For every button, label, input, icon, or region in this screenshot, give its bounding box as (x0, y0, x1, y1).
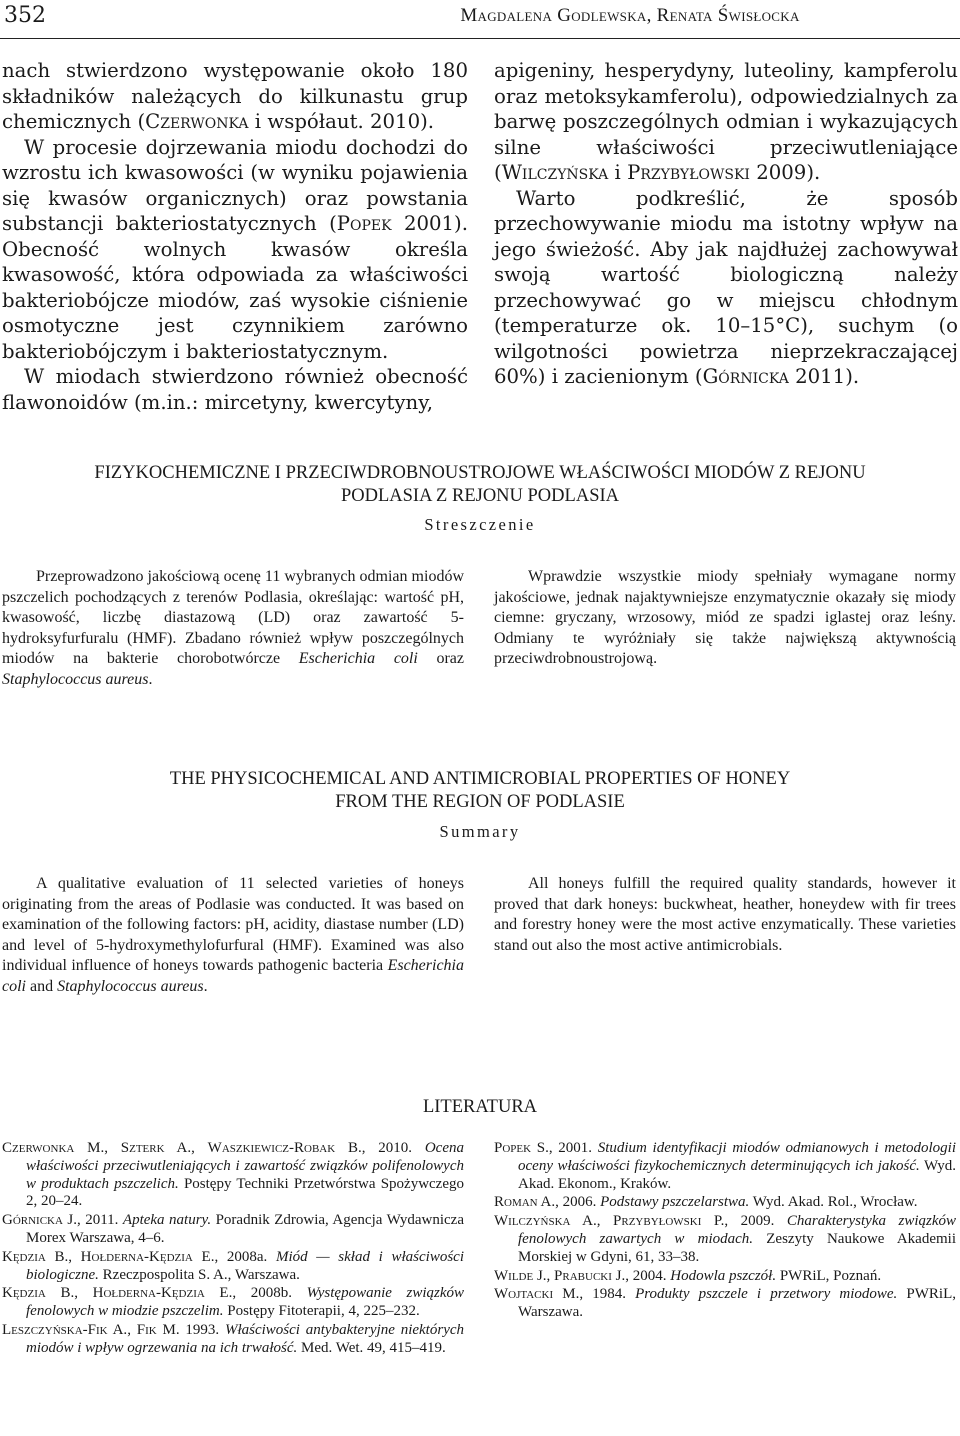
text-run: 1993. (179, 1321, 225, 1338)
author-name: Waszkiewicz-Robak B. (207, 1140, 362, 1156)
references-left-column (2, 1140, 464, 1359)
italic-run: Escherichia coli (2, 957, 464, 995)
text-run: , 2010. (361, 1140, 425, 1156)
author-name: Popek (336, 212, 392, 235)
literatura-title: LITERATURA (422, 1097, 538, 1117)
text-run: A qualitative evaluation of 11 selected varieties of honeys originating from the areas of Podlasie was conducted. It was based on examination of the following factors: pH, acidity, diastase number (LD) and level of 5-hydroxymethylofurfural (HMF). Examined was also individual influence of honeys towards pathogenic bacteria (2, 875, 464, 975)
text-run: , (104, 1140, 121, 1156)
italic-run: Staphylococcus aureus (2, 670, 149, 688)
author-name: Wojtacki M. (494, 1286, 580, 1303)
text-run: Med. Wet. 49, 415–419. (297, 1339, 446, 1356)
text-run: W miodach stwierdzono również obecność flawonoidów (m.in.: mircetyny, kwercytyny, (2, 365, 468, 414)
text-run: Wyd. Akad. Ekonom., Kraków. (518, 1157, 956, 1192)
text-run: All honeys fulfill the required quality standards, however it proved that dark honeys: buckwheat, heather, honeydew with fir trees and forestry honey were the most active enzymatically. These varieties stand out also the most active antimicrobials. (494, 875, 956, 954)
reference-entry (2, 1285, 464, 1321)
italic-run: Charakterystyka związków fenolowych zawartych w miodach. (518, 1213, 957, 1247)
text-run: , (68, 1248, 81, 1265)
summary-title (0, 768, 960, 814)
text-run: , (596, 1213, 614, 1230)
text-run: , 2009. (724, 1213, 787, 1230)
text-run: PWRiL, Poznań. (776, 1267, 882, 1284)
streszczenie-title-line2: PODLASIA Z REJONU PODLASIA (340, 486, 620, 506)
text-run: Postępy Fitoterapii, 4, 225–232. (223, 1303, 420, 1320)
reference-entry (494, 1140, 956, 1193)
text-run: , 2011. (77, 1212, 123, 1229)
italic-run: Miód — skład i właściwości biologiczne. (26, 1248, 464, 1283)
text-run: 2011). (788, 365, 860, 388)
references-right-column (494, 1140, 956, 1323)
header-rule (0, 38, 960, 39)
text-run: Przeprowadzono jakościową ocenę 11 wybranych odmian miodów pszczelich pochodzących z terenów Podlasia, określając: wartość pH, kwasowość, liczbę diastazową (LD) oraz zawartość 5-hydroksyfurfuralu (HMF). Zbadano również wpływ poszczególnych miodów na bakterie chorobotwórcze (2, 568, 464, 668)
italic-run: Hodowla pszczół. (670, 1267, 777, 1284)
author-name: Czerwonka (145, 110, 249, 133)
abstract-paragraph (2, 567, 464, 691)
text-run: 2009). (749, 161, 821, 184)
text-run: oraz (417, 650, 465, 668)
text-run: i (608, 161, 628, 184)
streszczenie-title (0, 462, 960, 508)
italic-run: Staphylococcus aureus (57, 977, 204, 995)
author-name: Czerwonka M. (2, 1140, 105, 1156)
italic-run: Podstawy pszczelarstwa. (600, 1194, 750, 1211)
author-name: Szterk A. (120, 1140, 192, 1156)
reference-entry (2, 1249, 464, 1285)
text-run: , 2001. (548, 1140, 598, 1156)
text-run: Wprawdzie wszystkie miody spełniały wymagane normy jakościowe, jednak najaktywniejsze enzymatycznie okazały się miody ciemne: gryczany, wrzosowy, miód ze spadzi iglastej oraz leśny. Odmiany te wyróżniały się także największą aktywnością przeciwdrobnoustrojową. (494, 568, 956, 668)
running-head: Magdalena Godlewska, Renata Świsłocka (460, 5, 800, 26)
text-run: , 2008a. (214, 1248, 276, 1265)
reference-entry (494, 1286, 956, 1322)
author-name: Przybyłowski (627, 161, 750, 184)
streszczenie-title-line1: FIZYKOCHEMICZNE I PRZECIWDROBNOUSTROJOWE WŁAŚCIWOŚCI MIODÓW Z REJONU (94, 463, 866, 483)
page-number: 352 (4, 3, 46, 28)
italic-run: Występowanie związków fenolowych w miodzie pszczelim. (26, 1285, 465, 1320)
reference-entry (494, 1194, 956, 1212)
reference-entry (494, 1213, 956, 1266)
text-run: , 2008b. (232, 1285, 307, 1302)
abstract-paragraph (494, 874, 956, 956)
text-run: , 2006. (555, 1194, 601, 1211)
italic-run: Studium identyfikacji miodów odmianowych i metodologii oceny właściwości fizykochemicznych determinujących ich jakość. (518, 1140, 956, 1174)
reference-entry (2, 1212, 464, 1248)
text-run: i współaut. 2010). (248, 110, 435, 133)
text-run: , (74, 1285, 93, 1302)
summary-label: Summary (439, 822, 521, 841)
text-run: . (148, 670, 153, 688)
text-run: . (203, 977, 208, 995)
text-run: , (191, 1140, 208, 1156)
text-run: Zeszyty Naukowe Akademii Morskiej w Gdyni, 61, 33–38. (518, 1230, 956, 1265)
body-paragraph (2, 135, 468, 365)
text-run: Poradnik Zdrowia, Agencja Wydawnicza Morex Warszawa, 4–6. (26, 1212, 464, 1246)
author-name: Roman A. (494, 1194, 556, 1211)
abstract-paragraph (2, 874, 464, 998)
text-run: Warto podkreślić, że sposób przechowywanie miodu ma istotny wpływ na jego świeżość. Aby jak najdłużej zachowywał swoją wartość biologiczną należy przechowywać go w miejscu chłodnym (temperaturze ok. 10–15°C), suchym (o wilgotności powietrza nieprzekraczającej 60%) i zacienionym ( (494, 186, 958, 388)
summary-title-line1: THE PHYSICOCHEMICAL AND ANTIMICROBIAL PROPERTIES OF HONEY (169, 769, 791, 789)
text-run: , (546, 1267, 555, 1284)
italic-run: Escherichia coli (298, 650, 418, 668)
author-name: Wilczyńska A. (494, 1213, 597, 1230)
author-name: Hołderna-Kędzia E. (92, 1285, 233, 1302)
body-paragraph (2, 364, 468, 415)
text-run: 2001). Obecność wolnych kwasów określa kwasowość, która odpowiada za właściwości bakteriobójcze miodów, zaś wysokie ciśnienie osmotyczne jest czynnikiem zarówno bakteriobójczym i bakteriostatycznym. (2, 212, 468, 363)
summary-right-column (494, 874, 956, 956)
body-paragraph (2, 58, 468, 135)
text-run: , 1984. (579, 1286, 636, 1303)
text-run: apigeniny, hesperydyny, luteoliny, kampferolu oraz metoksykamferolu), odpowiedzialnych za barwę poszczególnych odmian i wykazujących silne właściwości przeciwutleniające ( (494, 59, 958, 184)
text-run: W procesie dojrzewania miodu dochodzi do wzrostu ich kwasowości (w wyniku pojawienia się kwasów organicznych) oraz powstania substancji bakteriostatycznych ( (2, 135, 468, 235)
summary-left-column (2, 874, 464, 998)
text-run: , 2004. (625, 1267, 671, 1284)
text-run: Wyd. Akad. Rol., Wrocław. (749, 1194, 918, 1211)
summary-title-line2: FROM THE REGION OF PODLASIE (335, 792, 625, 812)
author-name: Przybyłowski P. (613, 1213, 725, 1230)
author-name: Górnicka (702, 365, 789, 388)
author-name: Hołderna-Kędzia E. (80, 1248, 215, 1265)
italic-run: Ocena właściwości przeciwutleniających i zawartość związków polifenolowych w produktach pszczelich. (26, 1140, 464, 1192)
author-name: Fik M. (136, 1321, 180, 1338)
author-name: Wilczyńska (501, 161, 609, 184)
author-name: Kędzia B. (2, 1248, 69, 1265)
author-name: Prabucki J. (554, 1267, 626, 1284)
text-run: , (127, 1321, 137, 1338)
text-run: and (26, 977, 58, 995)
author-name: Leszczyńska-Fik A. (2, 1321, 128, 1338)
body-right-column (494, 58, 958, 390)
streszczenie-label: Streszczenie (424, 515, 536, 534)
reference-entry (494, 1268, 956, 1286)
abstract-paragraph (494, 567, 956, 670)
streszczenie-right-column (494, 567, 956, 670)
streszczenie-left-column (2, 567, 464, 691)
author-name: Wilde J. (494, 1267, 547, 1284)
body-paragraph (494, 58, 958, 186)
author-name: Kędzia B. (2, 1285, 75, 1302)
author-name: Górnicka J. (2, 1212, 78, 1229)
body-paragraph (494, 186, 958, 390)
body-left-column (2, 58, 468, 415)
reference-entry (2, 1140, 464, 1211)
text-run: Rzeczpospolita S. A., Warszawa. (98, 1266, 300, 1283)
italic-run: Apteka natury. (122, 1212, 212, 1229)
italic-run: Produkty pszczele i przetwory miodowe. (635, 1286, 898, 1303)
reference-entry (2, 1322, 464, 1358)
text-run: nach stwierdzono występowanie około 180 składników należących do kilkunastu grup chemicznych ( (2, 59, 468, 133)
author-name: Popek S. (494, 1140, 549, 1156)
italic-run: Właściwości antybakteryjne niektórych miodów i wpływ ogrzewania na ich trwałość. (26, 1321, 465, 1356)
text-run: Postępy Techniki Przetwórstwa Spożywczego 2, 20–24. (26, 1175, 465, 1210)
text-run: PWRiL, Warszawa. (518, 1286, 956, 1321)
